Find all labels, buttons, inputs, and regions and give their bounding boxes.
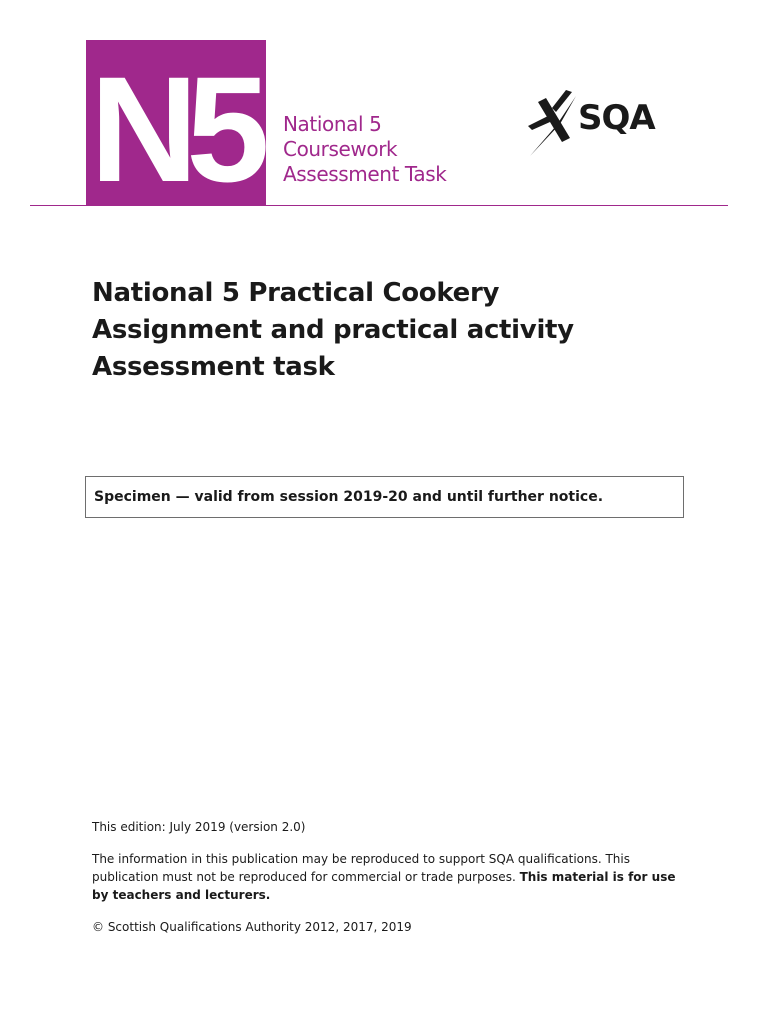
- usage-notice-bold: This material is for use by teachers and lecturers.: [92, 870, 676, 902]
- specimen-notice-box: [85, 476, 684, 518]
- coursework-caption: [283, 112, 447, 187]
- edition-text: This edition: July 2019 (version 2.0): [92, 820, 306, 834]
- specimen-notice-text: Specimen — valid from session 2019-20 and until further notice.: [94, 489, 604, 505]
- n5-badge: [86, 40, 266, 205]
- document-title: [92, 275, 574, 386]
- title-line: National 5 Practical Cookery: [92, 278, 500, 308]
- sqa-logo-text: SQA: [578, 98, 655, 138]
- title-line: Assessment task: [92, 352, 335, 382]
- title-line: Assignment and practical activity: [92, 315, 574, 345]
- footer-block: [92, 818, 692, 936]
- sqa-logo: [526, 86, 676, 160]
- sqa-cross-icon: [526, 86, 586, 160]
- usage-notice: [92, 850, 692, 904]
- usage-notice-plain: The information in this publication may be reproduced to support SQA qualifications. This publication must not be reproduced for commercial or trade purposes.: [92, 852, 630, 884]
- header-divider: [30, 205, 728, 206]
- n5-badge-text: N5: [90, 45, 258, 205]
- caption-line: National 5: [283, 112, 382, 136]
- copyright-text: © Scottish Qualifications Authority 2012, 2017, 2019: [92, 920, 412, 934]
- caption-line: Assessment Task: [283, 162, 447, 186]
- caption-line: Coursework: [283, 137, 398, 161]
